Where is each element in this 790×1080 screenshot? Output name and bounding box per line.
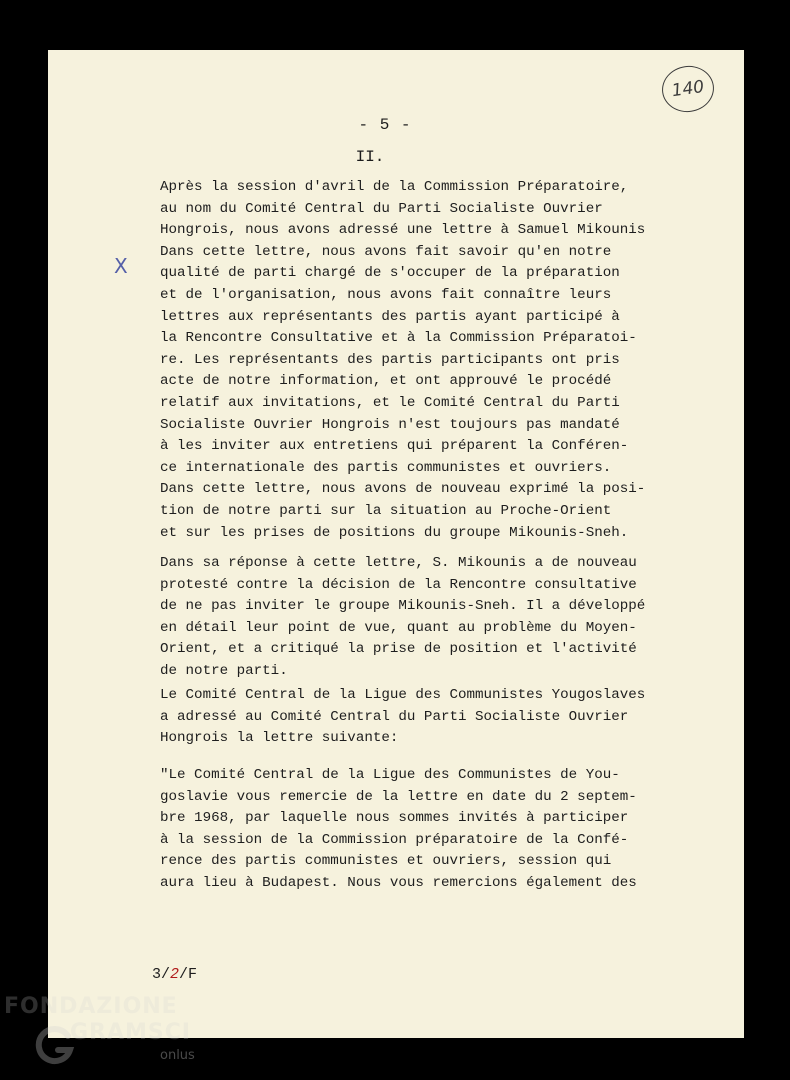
text-line: à les inviter aux entretiens qui préparent la Conféren- (160, 438, 629, 455)
text-line: qualité de parti chargé de s'occuper de la préparation (160, 265, 620, 282)
text-line: Socialiste Ouvrier Hongrois n'est toujours pas mandaté (160, 416, 620, 433)
text-line: a adressé au Comité Central du Parti Socialiste Ouvrier (160, 708, 629, 725)
text-line: de ne pas inviter le groupe Mikounis-Sneh. Il a développé (160, 598, 646, 615)
text-line: relatif aux invitations, et le Comité Central du Parti (160, 394, 620, 411)
fondazione-gramsci-watermark (0, 990, 230, 1080)
text-line: acte de notre information, et ont approuvé le procédé (160, 373, 612, 390)
folio-number: 140 (670, 76, 706, 102)
watermark-line-3: onlus (160, 1048, 195, 1063)
text-line: Le Comité Central de la Ligue des Communistes Yougoslaves (160, 687, 646, 703)
text-line: et sur les prises de positions du groupe Mikounis-Sneh. (160, 524, 629, 541)
text-line: bre 1968, par laquelle nous sommes invités à participer (160, 810, 629, 827)
paragraph-1 (160, 177, 660, 544)
text-line: "Le Comité Central de la Ligue des Communistes de You- (160, 767, 620, 783)
text-line: ce internationale des partis communistes et ouvriers. (160, 459, 612, 476)
text-line: re. Les représentants des partis participants ont pris (160, 351, 620, 368)
text-line: rence des partis communistes et ouvriers, session qui (160, 853, 612, 870)
text-line: au nom du Comité Central du Parti Socialiste Ouvrier (160, 200, 603, 217)
text-line: Après la session d'avril de la Commission Préparatoire, (160, 179, 629, 195)
text-line: goslavie vous remercie de la lettre en date du 2 septem- (160, 788, 637, 805)
text-line: lettres aux représentants des partis ayant participé à (160, 308, 620, 325)
archive-reference (152, 966, 197, 983)
text-line: Dans cette lettre, nous avons de nouveau exprimé la posi- (160, 481, 646, 498)
text-line: en détail leur point de vue, quant au problème du Moyen- (160, 619, 637, 636)
text-line: aura lieu à Budapest. Nous vous remercions également des (160, 874, 637, 891)
reference-suffix: /F (179, 966, 198, 983)
page-number: - 5 - (358, 116, 412, 134)
text-line: à la session de la Commission préparatoire de la Confé- (160, 831, 629, 848)
watermark-line-2: GRAMSCI (70, 1020, 192, 1045)
reference-prefix: 3/ (152, 966, 171, 983)
paragraph-4 (160, 765, 660, 895)
text-line: Hongrois la lettre suivante: (160, 730, 399, 747)
section-heading: II. (355, 148, 385, 166)
reference-handwritten: 2 (170, 966, 180, 983)
margin-cross-mark: X (114, 254, 128, 278)
paragraph-2 (160, 553, 660, 683)
watermark-line-1: FONDAZIONE (4, 994, 178, 1019)
text-line: et de l'organisation, nous avons fait connaître leurs (160, 286, 612, 303)
text-line: de notre parti. (160, 662, 288, 679)
paragraph-3 (160, 685, 660, 750)
text-line: la Rencontre Consultative et à la Commission Préparatoi- (160, 330, 637, 347)
text-line: tion de notre parti sur la situation au Proche-Orient (160, 502, 612, 519)
text-line: Orient, et a critiqué la prise de position et l'activité (160, 641, 637, 658)
text-line: protesté contre la décision de la Rencontre consultative (160, 576, 637, 593)
text-line: Dans sa réponse à cette lettre, S. Mikounis a de nouveau (160, 555, 637, 571)
text-line: Dans cette lettre, nous avons fait savoir qu'en notre (160, 243, 612, 260)
text-line: Hongrois, nous avons adressé une lettre à Samuel Mikounis (160, 222, 646, 239)
